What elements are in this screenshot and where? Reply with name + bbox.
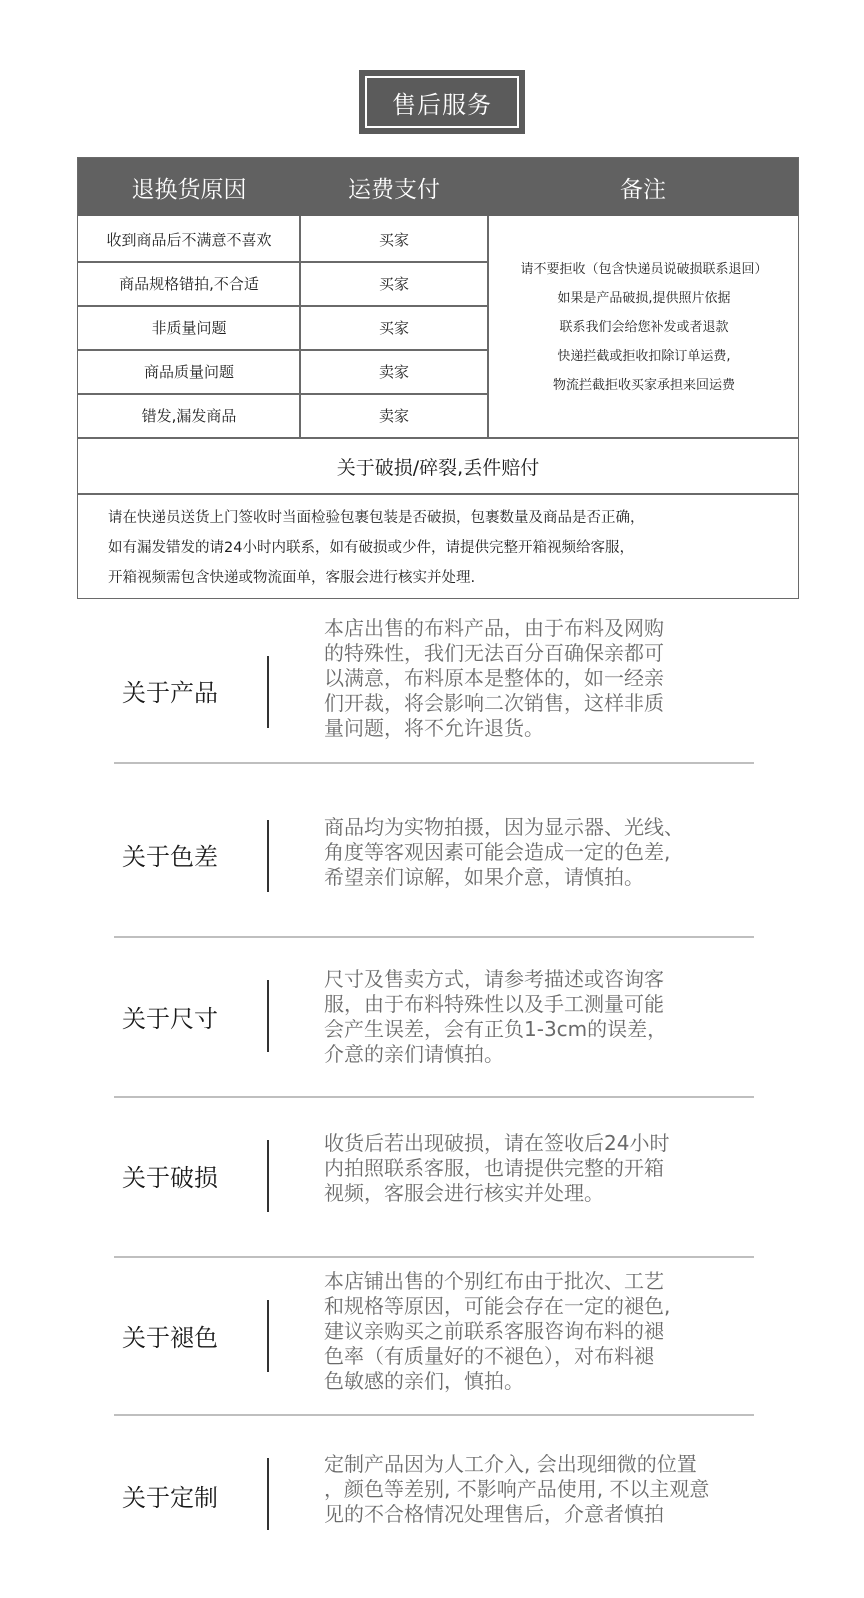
text-line: 尺寸及售卖方式，请参考描述或咨询客	[324, 967, 664, 991]
table-cell-payer: 卖家	[378, 407, 409, 425]
text-line: 建议亲购买之前联系客服咨询布料的褪	[324, 1319, 664, 1343]
instruction-line: 请在快递员送货上门签收时当面检验包裹包装是否破损，包裹数量及商品是否正确，	[108, 510, 645, 526]
note-line: 快递拦截或拒收扣除订单运费,	[557, 348, 731, 364]
note-line: 如果是产品破损,提供照片依据	[557, 290, 731, 306]
text-line: 收货后若出现破损，请在签收后24小时	[324, 1131, 670, 1155]
damage-section-title: 关于破损/碎裂,丢件赔付	[336, 456, 540, 479]
text-line: 色率（有质量好的不褪色），对布料褪	[324, 1344, 654, 1368]
section-title: 关于尺寸	[122, 1005, 218, 1033]
text-line: 服，由于布料特殊性以及手工测量可能	[324, 992, 664, 1016]
section-title: 关于色差	[122, 843, 218, 871]
title-badge	[359, 70, 525, 134]
table-cell-payer: 买家	[378, 275, 409, 293]
section-product	[114, 614, 758, 764]
table-cell-reason: 错发,漏发商品	[141, 407, 237, 425]
note-line: 请不要拒收（包含快递员说破损联系退回）	[520, 261, 768, 277]
text-line: 见的不合格情况处理售后，介意者慎拍	[324, 1502, 664, 1526]
text-line: 的特殊性，我们无法百分百确保亲都可	[324, 641, 664, 665]
text-line: 内拍照联系客服，也请提供完整的开箱	[324, 1156, 664, 1180]
column-header-reason: 退换货原因	[131, 176, 247, 203]
section-divider-bar	[267, 1140, 269, 1212]
text-line: 本店铺出售的个别红布由于批次、工艺	[324, 1269, 664, 1293]
text-line: 商品均为实物拍摄，因为显示器、光线、	[324, 815, 684, 839]
page-title: 售后服务	[365, 76, 519, 128]
section-color-difference	[114, 778, 758, 938]
table-cell-reason: 收到商品后不满意不喜欢	[106, 231, 272, 249]
column-header-shipping: 运费支付	[348, 176, 440, 203]
text-line: 视频，客服会进行核实并处理。	[324, 1181, 604, 1205]
table-cell-reason: 商品质量问题	[143, 363, 234, 381]
instruction-line: 如有漏发错发的请24小时内联系，如有破损或少件，请提供完整开箱视频给客服，	[108, 540, 634, 556]
table-cell-payer: 买家	[378, 319, 409, 337]
table-cell-reason: 商品规格错拍,不合适	[119, 275, 259, 293]
section-divider-bar	[267, 656, 269, 728]
text-line: 会产生误差，会有正负1-3cm的误差，	[324, 1017, 668, 1041]
section-text	[324, 616, 769, 741]
text-line: ，颜色等差别, 不影响产品使用, 不以主观意	[324, 1477, 710, 1501]
section-size	[114, 938, 758, 1098]
section-title: 关于产品	[122, 679, 218, 707]
text-line: 量问题，将不允许退货。	[324, 716, 544, 740]
text-line: 色敏感的亲们，慎拍。	[324, 1369, 524, 1393]
section-separator	[114, 762, 754, 764]
section-text	[324, 1269, 769, 1394]
section-divider-bar	[267, 820, 269, 892]
section-custom	[114, 1416, 758, 1598]
after-sales-table	[77, 157, 799, 599]
text-line: 介意的亲们请慎拍。	[324, 1042, 504, 1066]
text-line: 希望亲们谅解，如果介意，请慎拍。	[324, 865, 644, 889]
text-line: 们开裁，将会影响二次销售，这样非质	[324, 691, 664, 715]
text-line: 角度等客观因素可能会造成一定的色差,	[324, 840, 671, 864]
text-line: 本店出售的布料产品，由于布料及网购	[324, 616, 664, 640]
section-title: 关于褪色	[122, 1324, 218, 1352]
section-title: 关于破损	[122, 1164, 218, 1192]
section-divider-bar	[267, 1458, 269, 1530]
note-line: 联系我们会给您补发或者退款	[559, 319, 729, 335]
table-cell-reason: 非质量问题	[151, 319, 227, 337]
section-text	[324, 815, 769, 890]
note-line: 物流拦截拒收买家承担来回运费	[552, 377, 735, 393]
section-divider-bar	[267, 1300, 269, 1372]
instruction-line: 开箱视频需包含快递或物流面单，客服会进行核实并处理.	[108, 570, 476, 586]
section-text	[324, 1131, 769, 1206]
section-divider-bar	[267, 980, 269, 1052]
notes-cell	[490, 218, 798, 436]
table-header	[78, 158, 798, 216]
damage-instructions	[108, 503, 788, 593]
text-line: 定制产品因为人工介入, 会出现细微的位置	[324, 1452, 697, 1476]
column-header-notes: 备注	[620, 176, 666, 203]
section-title: 关于定制	[122, 1484, 218, 1512]
section-fading	[114, 1258, 758, 1416]
table-cell-payer: 卖家	[378, 363, 409, 381]
section-text	[324, 1452, 769, 1527]
table-cell-payer: 买家	[378, 231, 409, 249]
section-damage	[114, 1098, 758, 1258]
section-text	[324, 967, 769, 1067]
text-line: 和规格等原因，可能会存在一定的褪色,	[324, 1294, 671, 1318]
text-line: 以满意，布料原本是整体的，如一经亲	[324, 666, 664, 690]
